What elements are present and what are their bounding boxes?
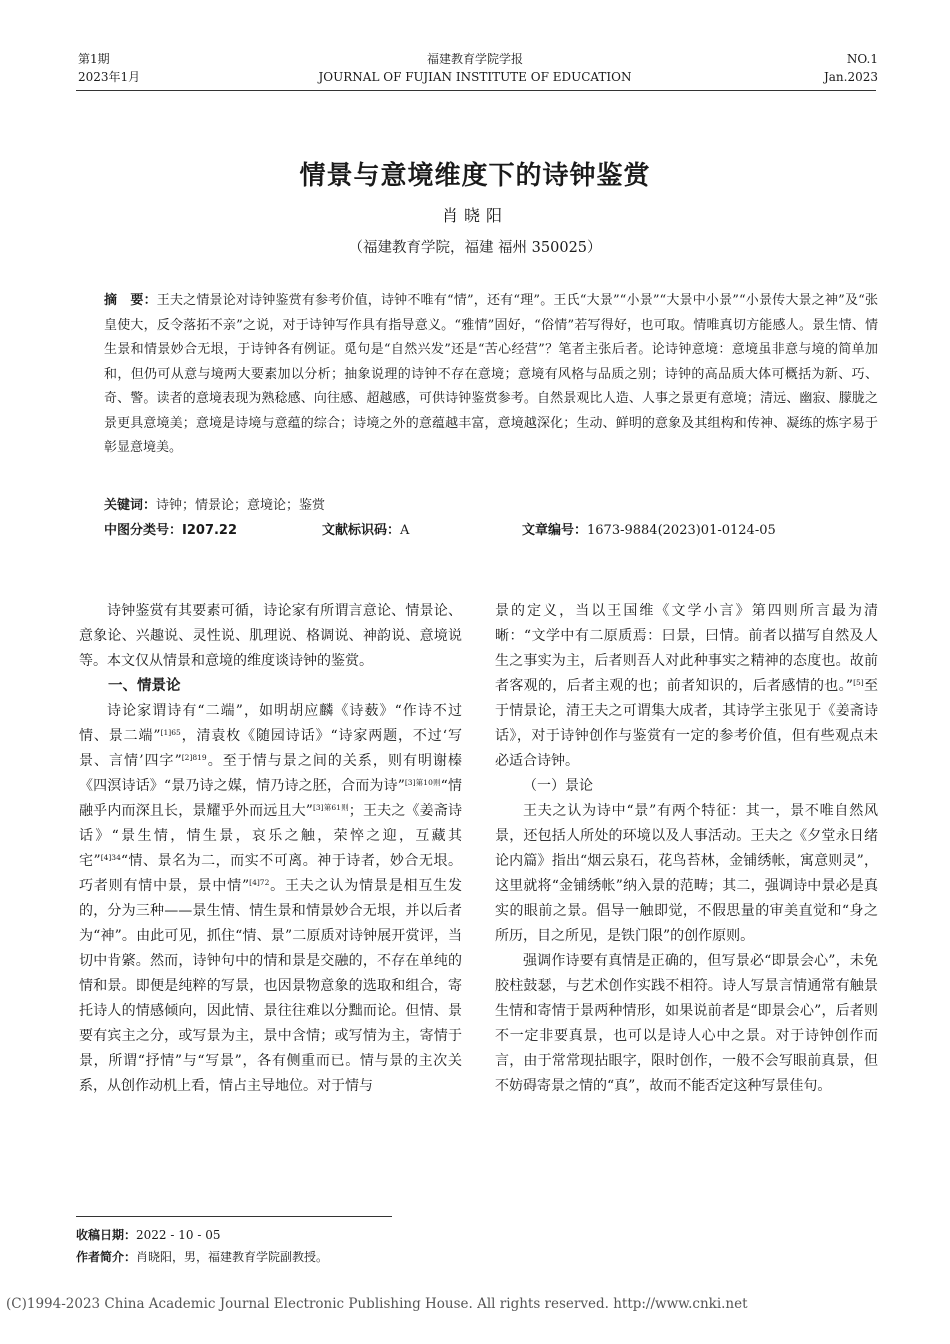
journal-en: JOURNAL OF FUJIAN INSTITUTE OF EDUCATION xyxy=(318,70,632,84)
issue-cn: 第1期 xyxy=(78,52,110,66)
header-rule xyxy=(76,90,876,91)
author-bio-value: 肖晓阳，男，福建教育学院副教授。 xyxy=(136,1250,329,1264)
journal-cn: 福建教育学院学报 xyxy=(426,52,523,66)
keywords-text: 诗钟；情景论；意境论；鉴赏 xyxy=(156,498,326,513)
section-heading-1: 一、情景论 xyxy=(108,678,181,694)
citation-ref: [4]34 xyxy=(100,853,121,862)
body-column-left xyxy=(79,599,462,1099)
date-en: Jan.2023 xyxy=(823,70,878,84)
author-name: 肖晓阳 xyxy=(441,206,508,225)
classification-value: I207.22 xyxy=(182,523,238,538)
document-code xyxy=(322,521,409,541)
paragraph-4: 强调作诗要有真情是正确的，但写景必“即景会心”，未免胶柱鼓瑟，与艺术创作实践不相符。诗人写景言情通常有触景生情和寄情于景两种情形，如果说前者是“即景会心”，后者则不一定非要真景，也可以是诗人心中之景。对于诗钟创作而言，由于常常现拈眼字，限时创作，一般不会写眼前真景，但不妨碍寄景之情的“真”，故而不能否定这种写景佳句。 xyxy=(495,953,878,1094)
body-column-right xyxy=(495,599,878,1099)
classification-label: 中图分类号： xyxy=(104,523,183,538)
article-number xyxy=(522,521,776,541)
citation-ref: [3]第10则 xyxy=(404,778,441,787)
affiliation: （福建教育学院，福建 福州 350025） xyxy=(348,240,602,256)
citation-ref: [2]819 xyxy=(181,753,207,762)
keywords xyxy=(104,496,325,516)
paragraph-2 xyxy=(495,599,878,774)
abstract-text: 王夫之情景论对诗钟鉴赏有参考价值，诗钟不唯有“情”，还有“理”。王氏“大景”“小景”“大景中小景”“小景传大景之神”及“张皇使大，反令落拓不亲”之说，对于诗钟写作具有指导意义。“雅情”固好，“俗情”若写得好，也可取。情唯真切方能感人。景生情、情生景和情景妙合无垠，于诗钟各有例证。觅句是“自然兴发”还是“苦心经营”？笔者主张后者。论诗钟意境：意境虽非意与境的简单加和，但仍可从意与境两大要素加以分析；抽象说理的诗钟不存在意境；意境有风格与品质之别；诗钟的高品质大体可概括为新、巧、奇、警。读者的意境表现为熟稔感、向往感、超越感，可供诗钟鉴赏参考。自然景观比人造、人事之景更有意境；清远、幽寂、朦胧之景更具意境美；意境是诗境与意蕴的综合；诗境之外的意蕴越丰富，意境越深化；生动、鲜明的意象及其组构和传神、凝练的炼字易于彰显意境美。 xyxy=(104,293,878,455)
classification-number xyxy=(104,521,237,541)
article-no-label: 文章编号： xyxy=(522,523,588,538)
author-bio-label: 作者简介： xyxy=(76,1250,137,1264)
citation-ref: [5] xyxy=(853,678,864,687)
paragraph-1 xyxy=(79,699,462,1099)
intro-paragraph: 诗钟鉴赏有其要素可循，诗论家有所谓言意论、情景论、意象论、兴趣说、灵性说、肌理说、格调说、神韵说、意境说等。本文仅从情景和意境的维度谈诗钟的鉴赏。 xyxy=(79,603,462,669)
keywords-label: 关键词： xyxy=(104,498,157,513)
header-center xyxy=(0,50,950,86)
paper-title: 情景与意境维度下的诗钟鉴赏 xyxy=(299,161,651,191)
p1-text-g: 。王夫之认为情景是相互生发的，分为三种——景生情、情生景和情景妙合无垠，并以后者为“神”。由此可见，抓住“情、景”二原质对诗钟展开赏评，当切中肯綮。然而，诗钟句中的情和景是交融的，不存在单纯的情和景。即便是纯粹的写景，也因景物意象的选取和组合，寄托诗人的情感倾向，因此情、景往往难以分黜而论。但情、景要有宾主之分，或写景为主，景中含情；或写情为主，寄情于景，所谓“抒情”与“写景”，各有侧重而已。情与景的主次关系，从创作动机上看，情占主导地位。对于情与 xyxy=(79,878,462,1094)
issue-en: NO.1 xyxy=(846,52,878,66)
date-cn: 2023年1月 xyxy=(78,70,141,84)
doc-code-label: 文献标识码： xyxy=(322,523,401,538)
p1-text-a: 诗论家谓诗有“二端”，如明胡应麟《诗薮》“作诗不过情、景二端” xyxy=(79,703,462,744)
p1-text-d: “情融乎内而深且长，景耀乎外而远且大” xyxy=(79,778,462,819)
p1-text-e: ；王夫之《姜斋诗话》“景生情，情生景，哀乐之触，荣悴之迎，互藏其宅” xyxy=(79,803,463,869)
received-label: 收稿日期： xyxy=(76,1228,137,1242)
received-date xyxy=(76,1226,220,1244)
subsection-heading-1: （一）景论 xyxy=(523,778,593,794)
paragraph-3: 王夫之认为诗中“景”有两个特征：其一，景不唯自然风景，还包括人所处的环境以及人事活动。王夫之《夕堂永日绪论内篇》指出“烟云泉石，花鸟苔林，金铺绣帐，寓意则灵”，这里就将“金铺绣帐”纳入景的范畴；其二，强调诗中景必是真实的眼前之景。倡导一触即觉，不假思量的审美直觉和“身之所历，目之所见，是铁门限”的创作原则。 xyxy=(495,803,878,944)
p2-text-b: 至于情景论，清王夫之可谓集大成者，其诗学主张见于《姜斋诗话》，对于诗钟创作与鉴赏有一定的参考价值，但有些观点未必适合诗钟。 xyxy=(495,678,879,769)
abstract-label: 摘 要： xyxy=(104,293,157,308)
abstract xyxy=(104,289,878,461)
citation-ref: [3]第61则 xyxy=(312,803,349,812)
received-value: 2022 - 10 - 05 xyxy=(136,1228,221,1242)
p1-text-c: 。至于情与景之间的关系，则有明谢榛《四溟诗话》“景乃诗之媒，情乃诗之胚，合而为诗” xyxy=(79,753,463,794)
p1-text-b: ，清袁枚《随园诗话》“诗家两题，不过‘写景、言情’四字” xyxy=(79,728,462,769)
author-bio xyxy=(76,1248,328,1266)
citation-ref: [1]65 xyxy=(160,728,181,737)
footnote-rule xyxy=(76,1216,392,1217)
copyright-notice: (C)1994-2023 China Academic Journal Electronic Publishing House. All rights reserved. http://www.cnki.net xyxy=(6,1296,748,1312)
header-right xyxy=(824,50,878,86)
citation-ref: [4]72 xyxy=(249,878,270,887)
p1-text-f: “情、景名为二，而实不可离。神于诗者，妙合无垠。巧者则有情中景，景中情” xyxy=(79,853,462,894)
article-no-value: 1673-9884(2023)01-0124-05 xyxy=(587,523,776,538)
p2-text-a: 景的定义，当以王国维《文学小言》第四则所言最为清晰：“文学中有二原质焉：曰景，曰情。前者以描写自然及人生之事实为主，后者则吾人对此种事实之精神的态度也。故前者客观的，后者主观的也；前者知识的，后者感情的也。” xyxy=(495,603,878,694)
doc-code-value: A xyxy=(400,523,410,538)
